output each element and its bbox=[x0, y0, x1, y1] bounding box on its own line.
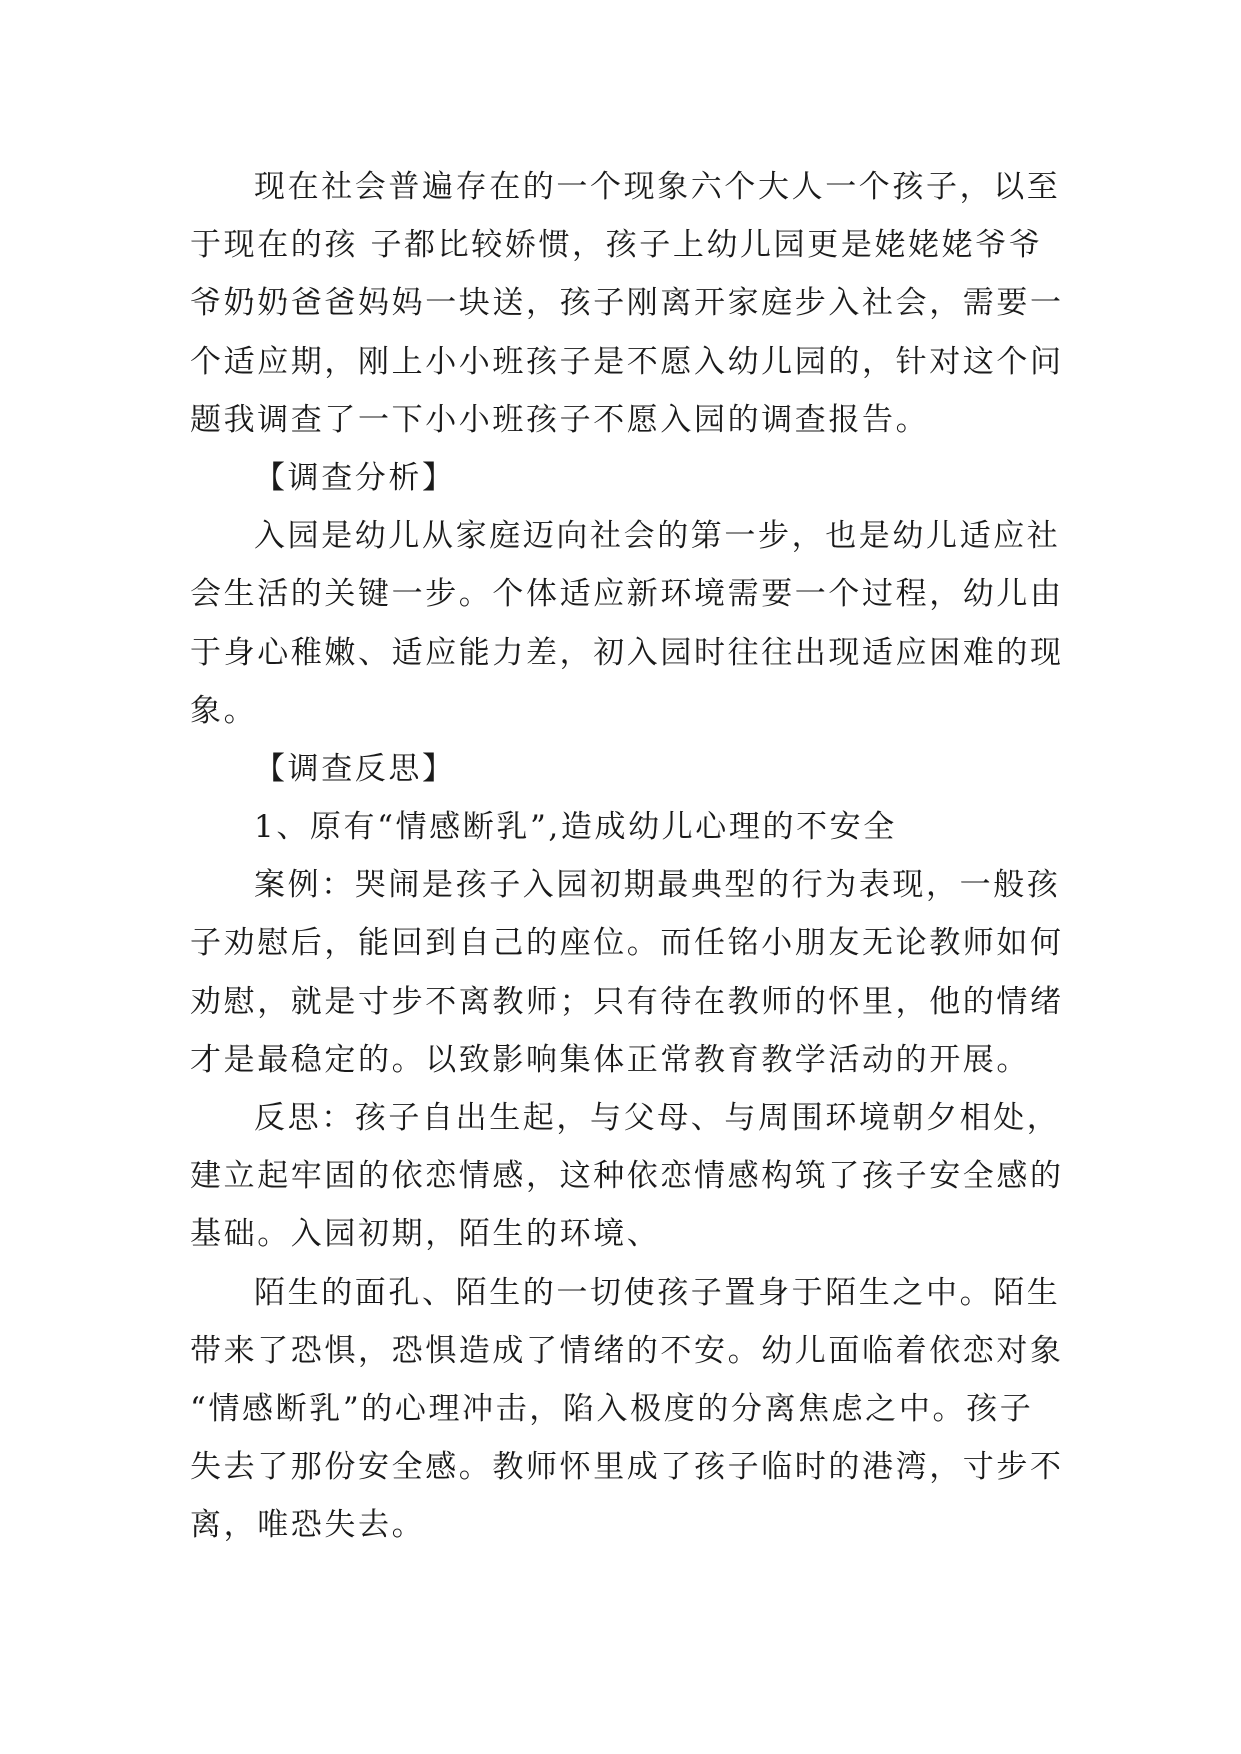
text-line: 现在社会普遍存在的一个现象六个大人一个孩子，以至 bbox=[254, 169, 1061, 205]
document-body bbox=[190, 158, 1064, 1555]
text-line: 入园是幼儿从家庭迈向社会的第一步，也是幼儿适应社 bbox=[254, 518, 1061, 555]
text-line: 基础。入园初期，陌生的环境、 bbox=[190, 1216, 661, 1253]
text-line: 于身心稚嫩、适应能力差，初入园时往往出现适应困难的现 bbox=[190, 634, 1064, 671]
text-line: 象。 bbox=[190, 692, 258, 729]
text-line: 离，唯恐失去。 bbox=[190, 1507, 426, 1544]
text-line: “情感断乳”的心理冲击，陷入极度的分离焦虑之中。孩子 bbox=[190, 1390, 1034, 1427]
text-line: 劝慰，就是寸步不离教师；只有待在教师的怀里，他的情绪 bbox=[190, 983, 1064, 1020]
text-line: 【调查分析】 bbox=[254, 459, 456, 496]
text-line: 个适应期，刚上小小班孩子是不愿入幼儿园的，针对这个问 bbox=[190, 343, 1064, 380]
text-line: 反思：孩子自出生起，与父母、与周围环境朝夕相处， bbox=[254, 1100, 1061, 1136]
text-line: 于现在的孩 子都比较娇惯，孩子上幼儿园更是姥姥姥爷爷 bbox=[190, 227, 1043, 264]
text-line: 【调查反思】 bbox=[254, 750, 456, 787]
text-line: 子劝慰后，能回到自己的座位。而任铭小朋友无论教师如何 bbox=[190, 925, 1064, 962]
text-line: 失去了那份安全感。教师怀里成了孩子临时的港湾，寸步不 bbox=[190, 1449, 1064, 1486]
text-line: 爷奶奶爸爸妈妈一块送，孩子刚离开家庭步入社会，需要一 bbox=[190, 285, 1064, 322]
text-line: 才是最稳定的。以致影响集体正常教育教学活动的开展。 bbox=[190, 1041, 1030, 1078]
text-line: 题我调查了一下小小班孩子不愿入园的调查报告。 bbox=[190, 401, 930, 438]
text-line: 会生活的关键一步。个体适应新环境需要一个过程，幼儿由 bbox=[190, 576, 1064, 613]
text-line: 案例：哭闹是孩子入园初期最典型的行为表现，一般孩 bbox=[254, 867, 1061, 904]
text-line: 带来了恐惧，恐惧造成了情绪的不安。幼儿面临着依恋对象 bbox=[190, 1332, 1064, 1369]
text-line: 1、原有“情感断乳”,造成幼儿心理的不安全 bbox=[254, 809, 897, 846]
text-line: 陌生的面孔、陌生的一切使孩子置身于陌生之中。陌生 bbox=[254, 1274, 1061, 1311]
text-line: 建立起牢固的依恋情感，这种依恋情感构筑了孩子安全感的 bbox=[190, 1158, 1064, 1195]
